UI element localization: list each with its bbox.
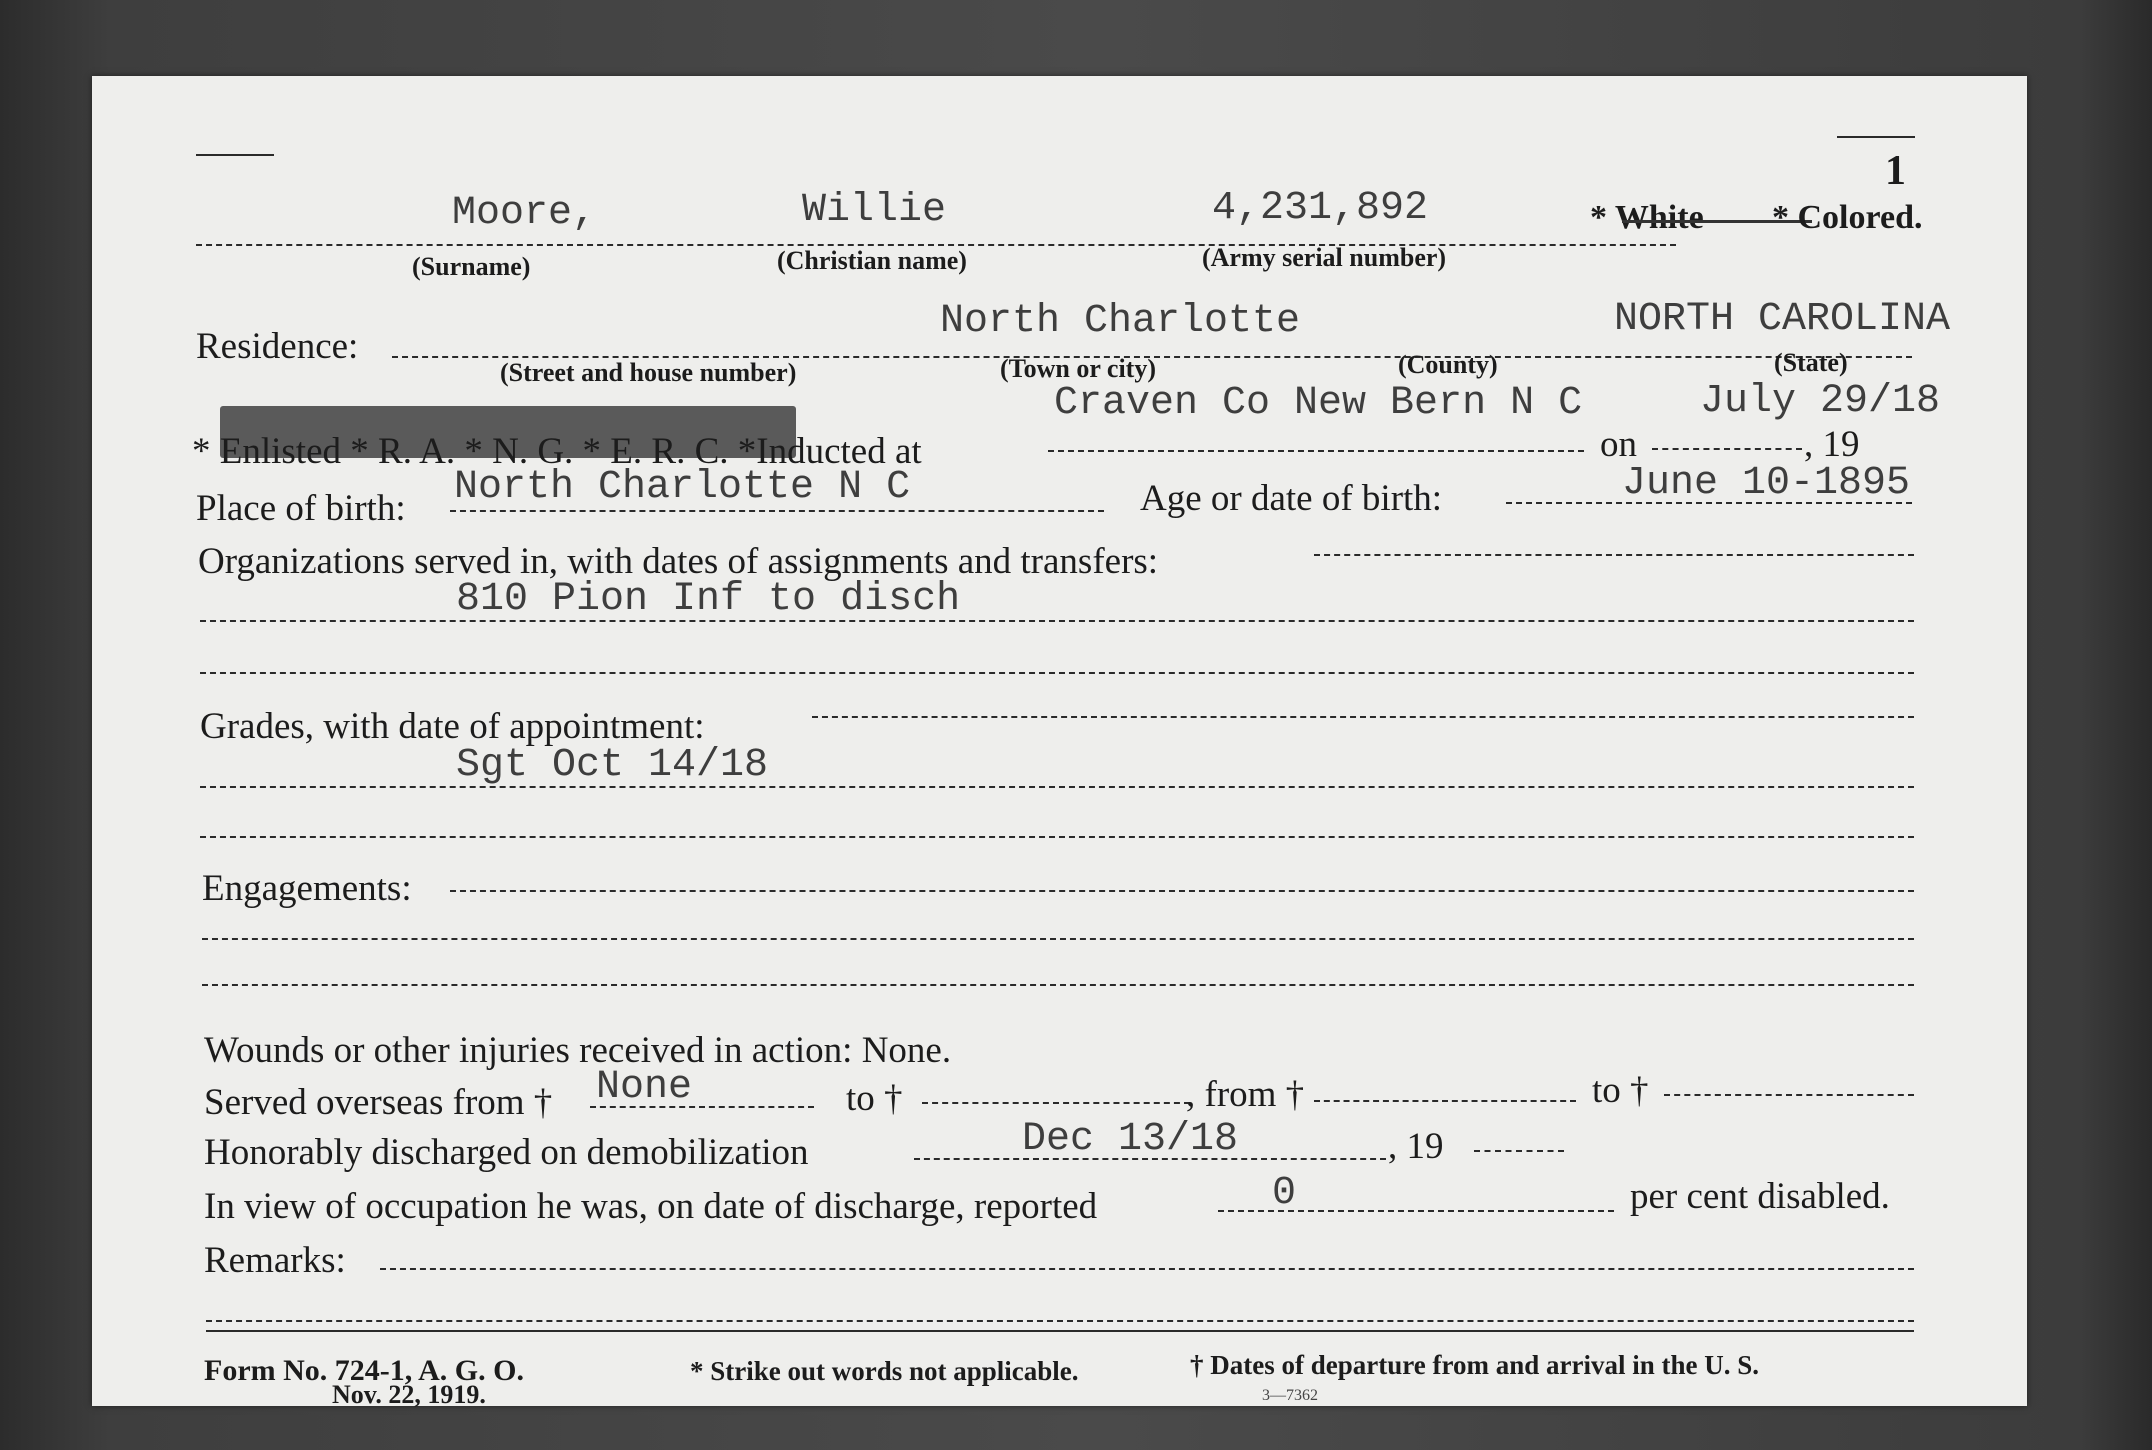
to-label: to †	[846, 1078, 903, 1119]
inducted-at-line	[1048, 450, 1584, 452]
page-number: 1	[1885, 148, 1906, 194]
birth-date-line	[1506, 502, 1912, 504]
occupation-label: In view of occupation he was, on date of discharge, reported	[204, 1186, 1098, 1227]
race-white: * White	[1590, 199, 1704, 236]
to-line-2	[1664, 1094, 1914, 1096]
footer-rule	[206, 1330, 1914, 1332]
residence-label: Residence:	[196, 326, 359, 367]
county-label: (County)	[1398, 350, 1498, 379]
enlistment-label: * Enlisted * R. A. * N. G. * E. R. C. *Inducted at	[192, 431, 922, 472]
discharged-19-label: , 19	[1388, 1126, 1444, 1167]
street-label: (Street and house number)	[500, 358, 797, 387]
nineteen-label: , 19	[1804, 424, 1860, 465]
grade-value: Sgt Oct 14/18	[456, 743, 769, 788]
surname-label: (Surname)	[412, 252, 531, 281]
served-from-line	[590, 1106, 814, 1108]
grades-line-3	[200, 836, 1914, 838]
organizations-line-1	[1314, 554, 1914, 556]
remarks-line-2	[206, 1320, 1914, 1322]
place-of-birth-value: North Charlotte N C	[454, 465, 911, 510]
engagements-line-2	[202, 938, 1914, 940]
organizations-label: Organizations served in, with dates of assignments and transfers:	[198, 541, 1159, 582]
inducted-at-value: Craven Co New Bern N C	[1054, 381, 1583, 426]
serial-number-label: (Army serial number)	[1202, 243, 1447, 272]
engagements-line-3	[202, 984, 1914, 986]
form-number: Form No. 724-1, A. G. O.	[204, 1354, 524, 1387]
birth-date-value: June 10-1895	[1622, 461, 1911, 506]
to-label-2: to †	[1592, 1070, 1649, 1111]
grades-line-2	[200, 786, 1914, 788]
organization-value: 810 Pion Inf to disch	[456, 577, 961, 622]
per-cent-disabled-label: per cent disabled.	[1630, 1176, 1890, 1217]
served-overseas-from-value: None	[596, 1065, 693, 1110]
disabled-percent-value: 0	[1272, 1171, 1297, 1216]
grades-line-1	[812, 716, 1914, 718]
served-overseas-label: Served overseas from †	[204, 1082, 553, 1123]
wounds-label: Wounds or other injuries received in action: None.	[204, 1030, 952, 1071]
residence-town-value: North Charlotte	[940, 299, 1301, 344]
inducted-on-value: July 29/18	[1700, 379, 1941, 424]
form-date: Nov. 22, 1919.	[332, 1380, 486, 1409]
place-of-birth-label: Place of birth:	[196, 488, 406, 529]
surname-value: Moore,	[452, 191, 597, 236]
service-record-card	[92, 76, 2027, 1409]
to-line	[922, 1102, 1190, 1104]
engagements-line-1	[450, 890, 1914, 892]
christian-name-label: (Christian name)	[777, 246, 967, 275]
discharged-label: Honorably discharged on demobilization	[204, 1132, 809, 1173]
disabled-percent-line	[1218, 1210, 1614, 1212]
discharge-date-value: Dec 13/18	[1022, 1117, 1239, 1162]
on-label: on	[1600, 424, 1637, 465]
organizations-line-2	[200, 620, 1914, 622]
age-label: Age or date of birth:	[1140, 478, 1443, 519]
residence-state-value: NORTH CAROLINA	[1614, 297, 1951, 342]
remarks-label: Remarks:	[204, 1240, 346, 1281]
top-left-rule	[196, 154, 274, 156]
from-line	[1314, 1100, 1576, 1102]
remarks-line-1	[380, 1268, 1914, 1270]
grades-label: Grades, with date of appointment:	[200, 706, 705, 747]
engagements-label: Engagements:	[202, 868, 412, 909]
from-label: , from †	[1186, 1074, 1305, 1115]
top-right-rule	[1837, 136, 1915, 138]
inducted-on-line	[1652, 448, 1802, 450]
state-label: (State)	[1774, 348, 1848, 377]
town-label: (Town or city)	[1000, 354, 1156, 383]
christian-name-value: Willie	[802, 188, 947, 233]
dates-note: † Dates of departure from and arrival in the U. S.	[1190, 1350, 1759, 1380]
strike-out-note: * Strike out words not applicable.	[690, 1356, 1079, 1386]
discharge-date-line	[914, 1158, 1386, 1160]
stamp-number: 3—7362	[1262, 1387, 1318, 1404]
race-colored: * Colored.	[1772, 199, 1923, 236]
place-of-birth-line	[450, 510, 1104, 512]
serial-number-value: 4,231,892	[1212, 186, 1429, 231]
organizations-line-3	[200, 672, 1914, 674]
discharged-19-line	[1474, 1150, 1564, 1152]
